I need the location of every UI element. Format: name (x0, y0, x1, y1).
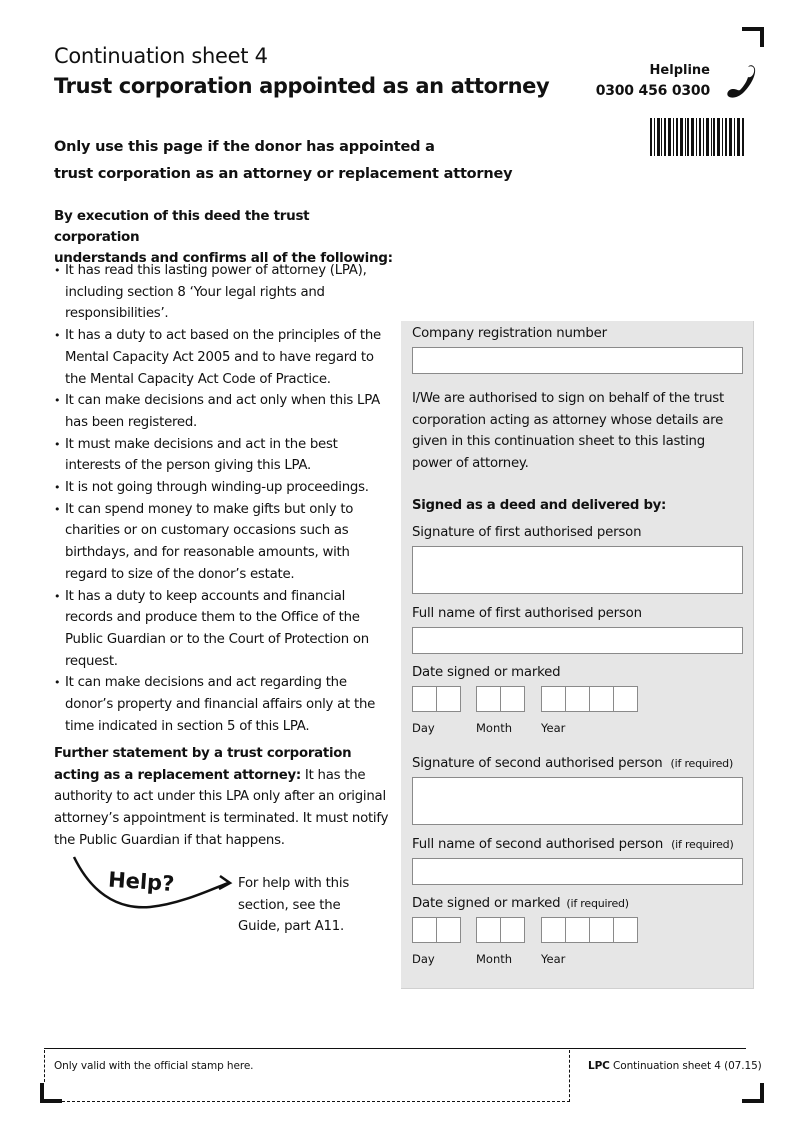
form-code: LPC (588, 1060, 610, 1072)
official-stamp-note: Only valid with the official stamp here. (54, 1060, 254, 1072)
deed-heading-line-2: understands and confirms all of the following: (54, 250, 393, 266)
list-item: • It has read this lasting power of attorney (LPA), including section 8 ‘Your legal rights and responsibilities’. (54, 260, 394, 325)
first-full-name-label: Full name of first authorised person (412, 606, 642, 621)
second-date-label (412, 896, 629, 911)
month-caption: Month (476, 721, 513, 735)
date-cell[interactable] (500, 917, 525, 943)
first-date-label: Date signed or marked (412, 665, 561, 680)
date-cell[interactable] (613, 917, 638, 943)
date-cell[interactable] (436, 917, 461, 943)
corner-mark-bottom-left (40, 1083, 62, 1103)
company-registration-input[interactable] (412, 347, 743, 374)
page-title: Trust corporation appointed as an attorney (54, 74, 550, 98)
signed-as-deed-heading: Signed as a deed and delivered by: (412, 498, 667, 513)
first-full-name-input[interactable] (412, 627, 743, 654)
barcode-icon (650, 118, 746, 156)
date-cell[interactable] (541, 686, 566, 712)
date-cell[interactable] (589, 686, 614, 712)
second-full-name-label (412, 837, 734, 852)
phone-icon (720, 64, 760, 100)
first-date-year-input[interactable] (541, 686, 637, 712)
helpline-number: 0300 456 0300 (595, 83, 710, 99)
day-caption: Day (412, 952, 435, 966)
first-date-day-input[interactable] (412, 686, 460, 712)
form-version: Continuation sheet 4 (07.15) (609, 1060, 762, 1072)
date-cell[interactable] (613, 686, 638, 712)
list-item: • It can make decisions and act only when this LPA has been registered. (54, 390, 394, 433)
date-cell[interactable] (541, 917, 566, 943)
if-required-note: (if required) (670, 757, 734, 770)
first-date-month-input[interactable] (476, 686, 524, 712)
deed-heading-line-1: By execution of this deed the trust corporation (54, 208, 310, 245)
intro-line-1: Only use this page if the donor has appointed a (54, 139, 435, 155)
date-cell[interactable] (476, 917, 501, 943)
second-date-month-input[interactable] (476, 917, 524, 943)
sheet-title: Continuation sheet 4 (54, 44, 268, 68)
further-statement-heading: Further statement by a trust corporation acting as a replacement attorney: (54, 746, 352, 783)
year-caption: Year (541, 721, 566, 735)
second-signature-label (412, 756, 733, 771)
date-cell[interactable] (476, 686, 501, 712)
date-cell[interactable] (589, 917, 614, 943)
authorisation-statement: I/We are authorised to sign on behalf of the trust corporation acting as attorney whose details are given in this continuation sheet to this lasting power of attorney. (412, 391, 724, 472)
first-signature-label: Signature of first authorised person (412, 525, 642, 540)
if-required-note: (if required) (566, 897, 629, 910)
second-signature-label-text: Signature of second authorised person (412, 756, 663, 771)
stamp-box-left-edge (44, 1050, 45, 1082)
second-date-day-input[interactable] (412, 917, 460, 943)
year-caption: Year (541, 952, 566, 966)
company-registration-label: Company registration number (412, 326, 607, 341)
form-reference (588, 1060, 762, 1072)
list-item: • It is not going through winding-up proceedings. (54, 477, 394, 499)
stamp-box-bottom-edge (62, 1101, 570, 1102)
date-cell[interactable] (436, 686, 461, 712)
if-required-note: (if required) (671, 838, 734, 851)
intro-line-2: trust corporation as an attorney or replacement attorney (54, 166, 513, 182)
stamp-box-right-edge (569, 1050, 570, 1102)
signature-panel (401, 321, 754, 989)
corner-mark-top-right (742, 27, 764, 47)
day-caption: Day (412, 721, 435, 735)
second-date-year-input[interactable] (541, 917, 637, 943)
date-cell[interactable] (565, 917, 590, 943)
list-item: • It has a duty to act based on the principles of the Mental Capacity Act 2005 and to have regard to the Mental Capacity Act Code of Practice. (54, 325, 394, 390)
list-item: • It can spend money to make gifts but only to charities or on customary occasions such as birthdays, and for reasonable amounts, with regard to size of the donor’s estate. (54, 499, 394, 586)
list-item: • It must make decisions and act in the best interests of the person giving this LPA. (54, 434, 394, 477)
corner-mark-bottom-right (742, 1083, 764, 1103)
help-arrow-icon (70, 855, 235, 915)
second-signature-box[interactable] (412, 777, 743, 825)
further-statement (54, 743, 394, 852)
list-item: • It can make decisions and act regarding the donor’s property and financial affairs only at the time indicated in section 5 of this LPA. (54, 672, 394, 737)
date-cell[interactable] (500, 686, 525, 712)
further-statement-text: It has the authority to act under this LPA only after an original attorney’s appointment is terminated. It must notify the Public Guardian if that happens. (54, 767, 389, 848)
list-item: • It has a duty to keep accounts and financial records and produce them to the Office of the Public Guardian or to the Court of Protection on request. (54, 586, 394, 673)
date-cell[interactable] (412, 917, 437, 943)
intro-statement (54, 134, 524, 188)
second-full-name-input[interactable] (412, 858, 743, 885)
month-caption: Month (476, 952, 513, 966)
second-date-label-text: Date signed or marked (412, 896, 561, 911)
first-signature-box[interactable] (412, 546, 743, 594)
helpline-label: Helpline (649, 63, 710, 78)
help-label: Help? (107, 867, 176, 897)
date-cell[interactable] (565, 686, 590, 712)
help-text: For help with this section, see the Guide, part A11. (238, 876, 350, 934)
confirmation-list (54, 260, 394, 737)
date-cell[interactable] (412, 686, 437, 712)
footer-divider (44, 1048, 746, 1049)
second-full-name-label-text: Full name of second authorised person (412, 837, 664, 852)
